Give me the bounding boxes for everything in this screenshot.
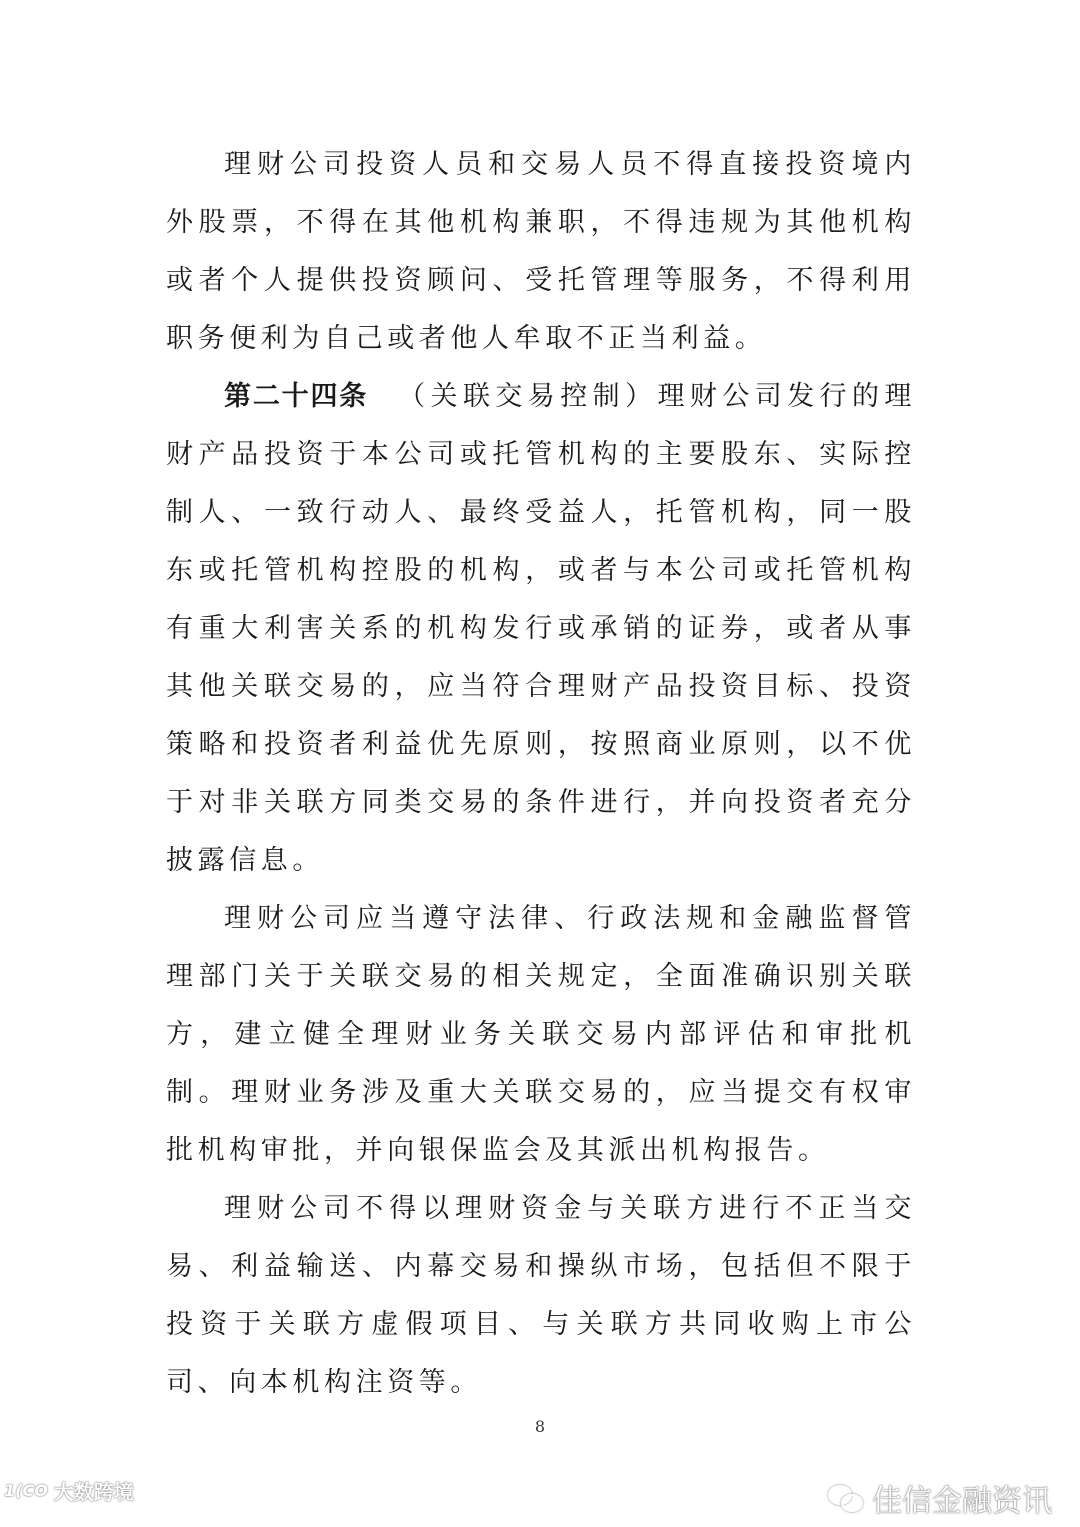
paragraph-text: （关联交易控制）理财公司发行的理财产品投资于本公司或托管机构的主要股东、实际控制人、一致行动人、最终受益人，托管机构，同一股东或托管机构控股的机构，或者与本公司或托管机构有重大利害关系的机构发行或承销的证券，或者从事其他关联交易的，应当符合理财产品投资目标、投资策略和投资者利益优先原则，按照商业原则，以不优于对非关联方同类交易的条件进行，并向投资者充分披露信息。 xyxy=(166,381,917,876)
page-number: 8 xyxy=(534,1417,546,1436)
watermark-left xyxy=(4,1476,134,1505)
paragraph-4 xyxy=(166,1180,916,1412)
watermark-logo: 1(CO xyxy=(4,1481,48,1500)
document-body xyxy=(166,136,916,1412)
watermark-right xyxy=(828,1476,1052,1520)
paragraph-1 xyxy=(166,136,916,368)
paragraph-text: 理财公司不得以理财资金与关联方进行不正当交易、利益输送、内幕交易和操纵市场，包括但不限于投资于关联方虚假项目、与关联方共同收购上市公司、向本机构注资等。 xyxy=(166,1193,916,1398)
paragraph-2 xyxy=(166,368,916,890)
wechat-icon xyxy=(828,1483,864,1513)
watermark-right-text: 佳信金融资讯 xyxy=(872,1484,1052,1519)
paragraph-text: 理财公司投资人员和交易人员不得直接投资境内外股票，不得在其他机构兼职，不得违规为其他机构或者个人提供投资顾问、受托管理等服务，不得利用职务便利为自己或者他人牟取不正当利益。 xyxy=(166,149,916,354)
paragraph-text: 理财公司应当遵守法律、行政法规和金融监督管理部门关于关联交易的相关规定，全面准确识别关联方，建立健全理财业务关联交易内部评估和审批机制。理财业务涉及重大关联交易的，应当提交有权审批机构审批，并向银保监会及其派出机构报告。 xyxy=(166,903,916,1166)
article-number: 第二十四条 xyxy=(224,381,369,412)
paragraph-3 xyxy=(166,890,916,1180)
watermark-left-text: 大数跨境 xyxy=(53,1480,134,1504)
